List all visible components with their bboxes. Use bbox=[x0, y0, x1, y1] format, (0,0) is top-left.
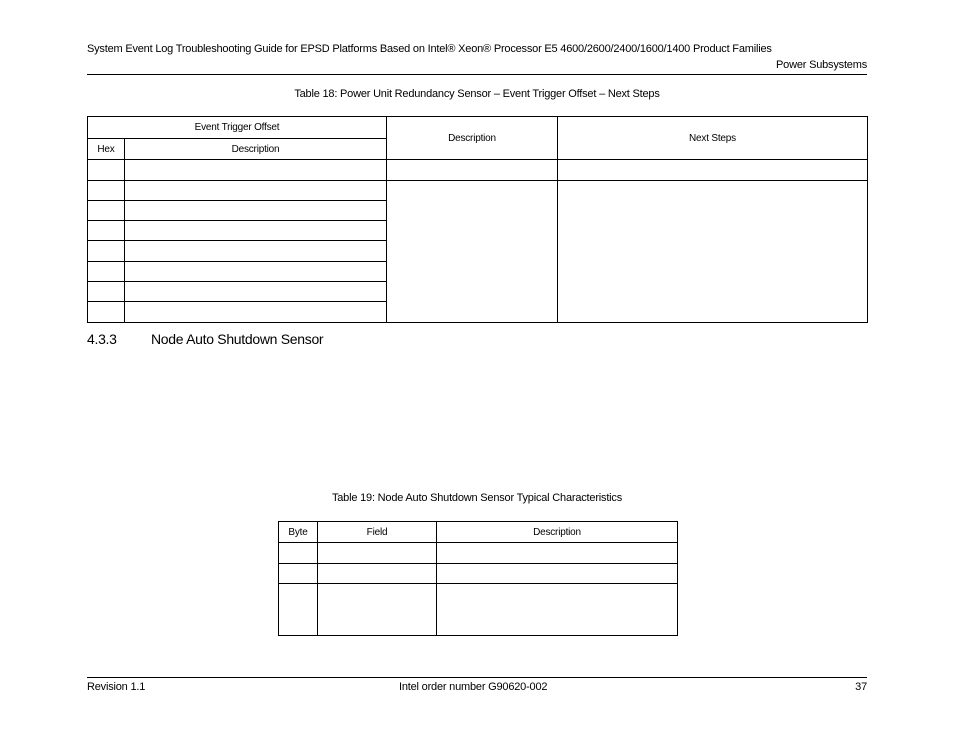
table-cell bbox=[125, 241, 387, 262]
section-heading: Node Auto Shutdown Sensor bbox=[151, 331, 324, 347]
table-cell bbox=[125, 282, 387, 302]
table-cell bbox=[88, 221, 125, 241]
table-cell bbox=[88, 241, 125, 262]
table-18 bbox=[87, 116, 868, 323]
table-cell bbox=[125, 262, 387, 282]
table-row bbox=[279, 584, 678, 636]
header-field: Field bbox=[318, 522, 437, 543]
table-cell bbox=[88, 282, 125, 302]
chapter-title: Power Subsystems bbox=[776, 59, 867, 71]
table-cell bbox=[88, 201, 125, 221]
header-description: Description bbox=[437, 522, 678, 543]
order-number: Intel order number G90620-002 bbox=[399, 681, 548, 693]
page-number: 37 bbox=[855, 681, 867, 693]
table-cell bbox=[437, 564, 678, 584]
table-cell bbox=[88, 160, 125, 181]
table-cell bbox=[88, 181, 125, 201]
footer-rule bbox=[87, 677, 867, 678]
header-next-steps: Next Steps bbox=[558, 117, 868, 160]
table-cell bbox=[318, 584, 437, 636]
header-byte: Byte bbox=[279, 522, 318, 543]
table-cell bbox=[279, 584, 318, 636]
table-row bbox=[88, 160, 868, 181]
header-hex: Hex bbox=[88, 139, 125, 160]
table-row bbox=[88, 181, 868, 201]
table-row bbox=[279, 564, 678, 584]
table-cell bbox=[387, 181, 558, 323]
table-cell bbox=[387, 160, 558, 181]
table-cell bbox=[125, 201, 387, 221]
table-cell bbox=[558, 181, 868, 323]
document-title: System Event Log Troubleshooting Guide for EPSD Platforms Based on Intel® Xeon® Processor E5 4600/2600/2400/1600/1400 Product Families bbox=[87, 43, 772, 55]
header-rule bbox=[87, 74, 867, 75]
header-offset-description: Description bbox=[125, 139, 387, 160]
table-cell bbox=[437, 543, 678, 564]
table-cell bbox=[88, 262, 125, 282]
header-description: Description bbox=[387, 117, 558, 160]
table-cell bbox=[279, 543, 318, 564]
header-event-trigger-offset: Event Trigger Offset bbox=[88, 117, 387, 139]
table-cell bbox=[125, 302, 387, 323]
table-cell bbox=[318, 564, 437, 584]
table-cell bbox=[125, 181, 387, 201]
table-19-caption: Table 19: Node Auto Shutdown Sensor Typical Characteristics bbox=[331, 492, 623, 504]
table-cell bbox=[558, 160, 868, 181]
table-19 bbox=[278, 521, 678, 636]
revision-label: Revision 1.1 bbox=[87, 681, 146, 693]
table-cell bbox=[279, 564, 318, 584]
table-cell bbox=[88, 302, 125, 323]
table-cell bbox=[437, 584, 678, 636]
section-number: 4.3.3 bbox=[87, 331, 117, 347]
table-cell bbox=[318, 543, 437, 564]
table-row bbox=[279, 543, 678, 564]
table-cell bbox=[125, 221, 387, 241]
table-18-caption: Table 18: Power Unit Redundancy Sensor – Event Trigger Offset – Next Steps bbox=[294, 88, 660, 100]
table-cell bbox=[125, 160, 387, 181]
